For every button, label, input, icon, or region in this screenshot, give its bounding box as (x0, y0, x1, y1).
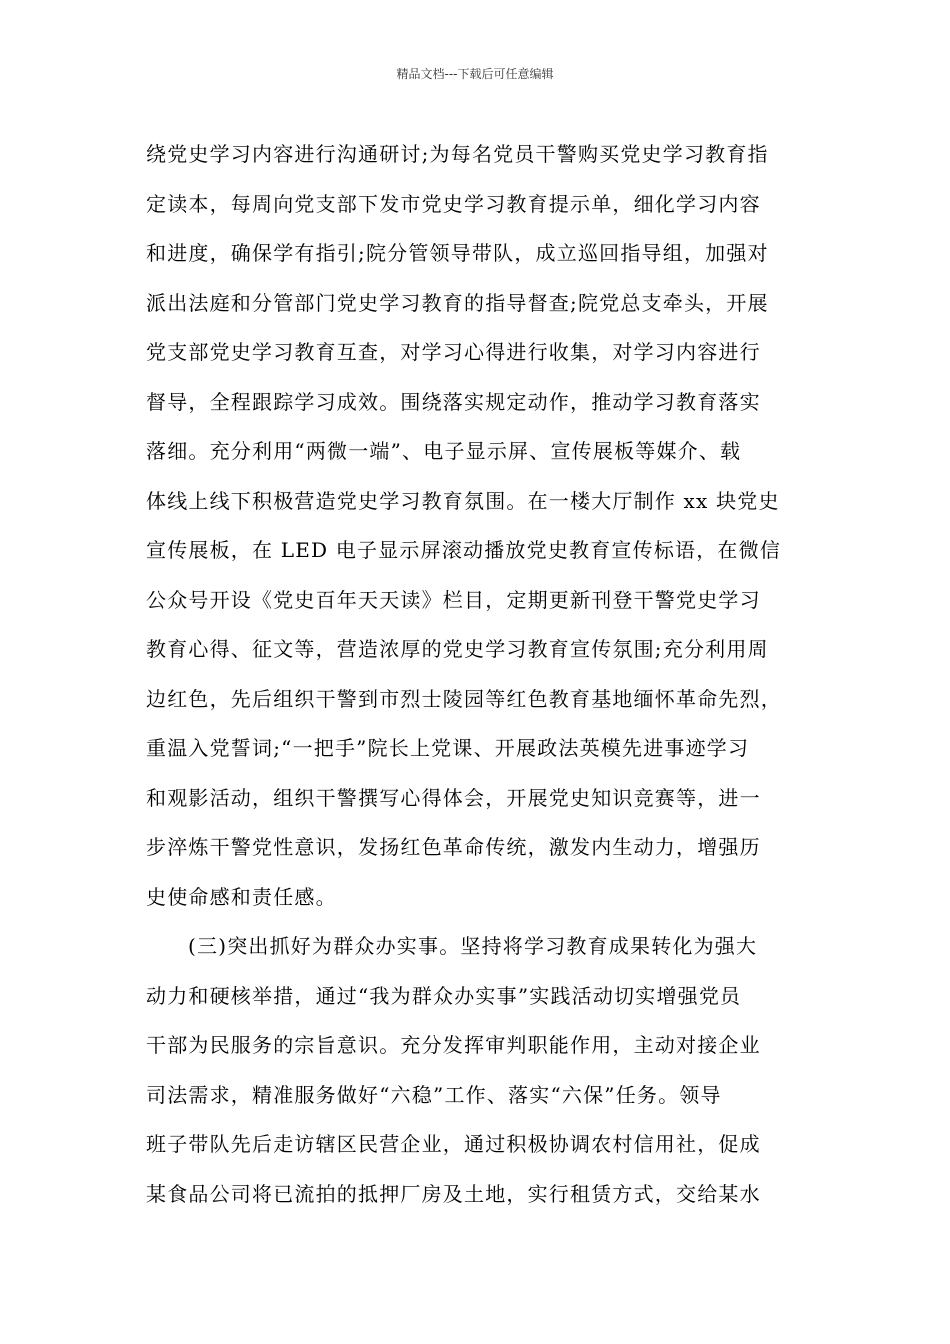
text-line: 动力和硬核举措，通过“我为群众办实事”实践活动切实增强党员 (146, 983, 742, 1008)
text-line: 某食品公司将已流拍的抵押厂房及土地，实行租赁方式，交给某水 (146, 1181, 761, 1206)
text-line: 党支部党史学习教育互查，对学习心得进行收集，对学习内容进行 (146, 340, 761, 364)
text-line: 班子带队先后走访辖区民营企业，通过积极协调农村信用社，促成 (146, 1132, 761, 1156)
text-line: 定读本，每周向党支部下发市党史学习教育提示单，细化学习内容 (146, 191, 761, 216)
text-line: 督导，全程跟踪学习成效。围绕落实规定动作，推动学习教育落实 (146, 389, 761, 414)
text-line: 落细。充分利用“两微一端”、电子显示屏、宣传展板等媒介、载 (146, 439, 742, 463)
text-line: 司法需求，精准服务做好“六稳”工作、落实“六保”任务。领导 (146, 1082, 722, 1107)
document-body (146, 136, 826, 1225)
text-line: 教育心得、征文等，营造浓厚的党史学习教育宣传氛围;充分利用周 (146, 637, 769, 661)
text-line: (三)突出抓好为群众办实事。坚持将学习教育成果转化为强大 (188, 934, 758, 958)
text-line: 史使命感和责任感。 (146, 884, 337, 909)
text-line: 体线上线下积极营造党史学习教育氛围。在一楼大厅制作 xx 块党史 (146, 488, 780, 513)
text-line: 重温入党誓词;“一把手”院长上党课、开展政法英模先进事迹学习 (146, 736, 750, 760)
text-line: 派出法庭和分管部门党史学习教育的指导督查;院党总支牵头，开展 (146, 290, 769, 315)
paragraph (146, 136, 826, 928)
text-line: 和观影活动，组织干警撰写心得体会，开展党史知识竞赛等，进一 (146, 785, 761, 810)
text-line: 绕党史学习内容进行沟通研讨;为每名党员干警购买党史学习教育指 (146, 142, 769, 166)
text-line: 和进度，确保学有指引;院分管领导带队，成立巡回指导组，加强对 (146, 241, 769, 265)
text-line: 公众号开设《党史百年天天读》栏目，定期更新刊登干警党史学习 (146, 587, 761, 612)
page-header: 精品文档---下载后可任意编辑 (396, 67, 554, 81)
paragraph (146, 928, 826, 1225)
text-line: 干部为民服务的宗旨意识。充分发挥审判职能作用，主动对接企业 (146, 1033, 761, 1057)
text-line: 边红色，先后组织干警到市烈士陵园等红色教育基地缅怀革命先烈， (146, 686, 782, 711)
text-line: 宣传展板，在 LED 电子显示屏滚动播放党史教育宣传标语，在微信 (146, 538, 782, 562)
text-line: 步淬炼干警党性意识，发扬红色革命传统，激发内生动力，增强历 (146, 835, 761, 859)
